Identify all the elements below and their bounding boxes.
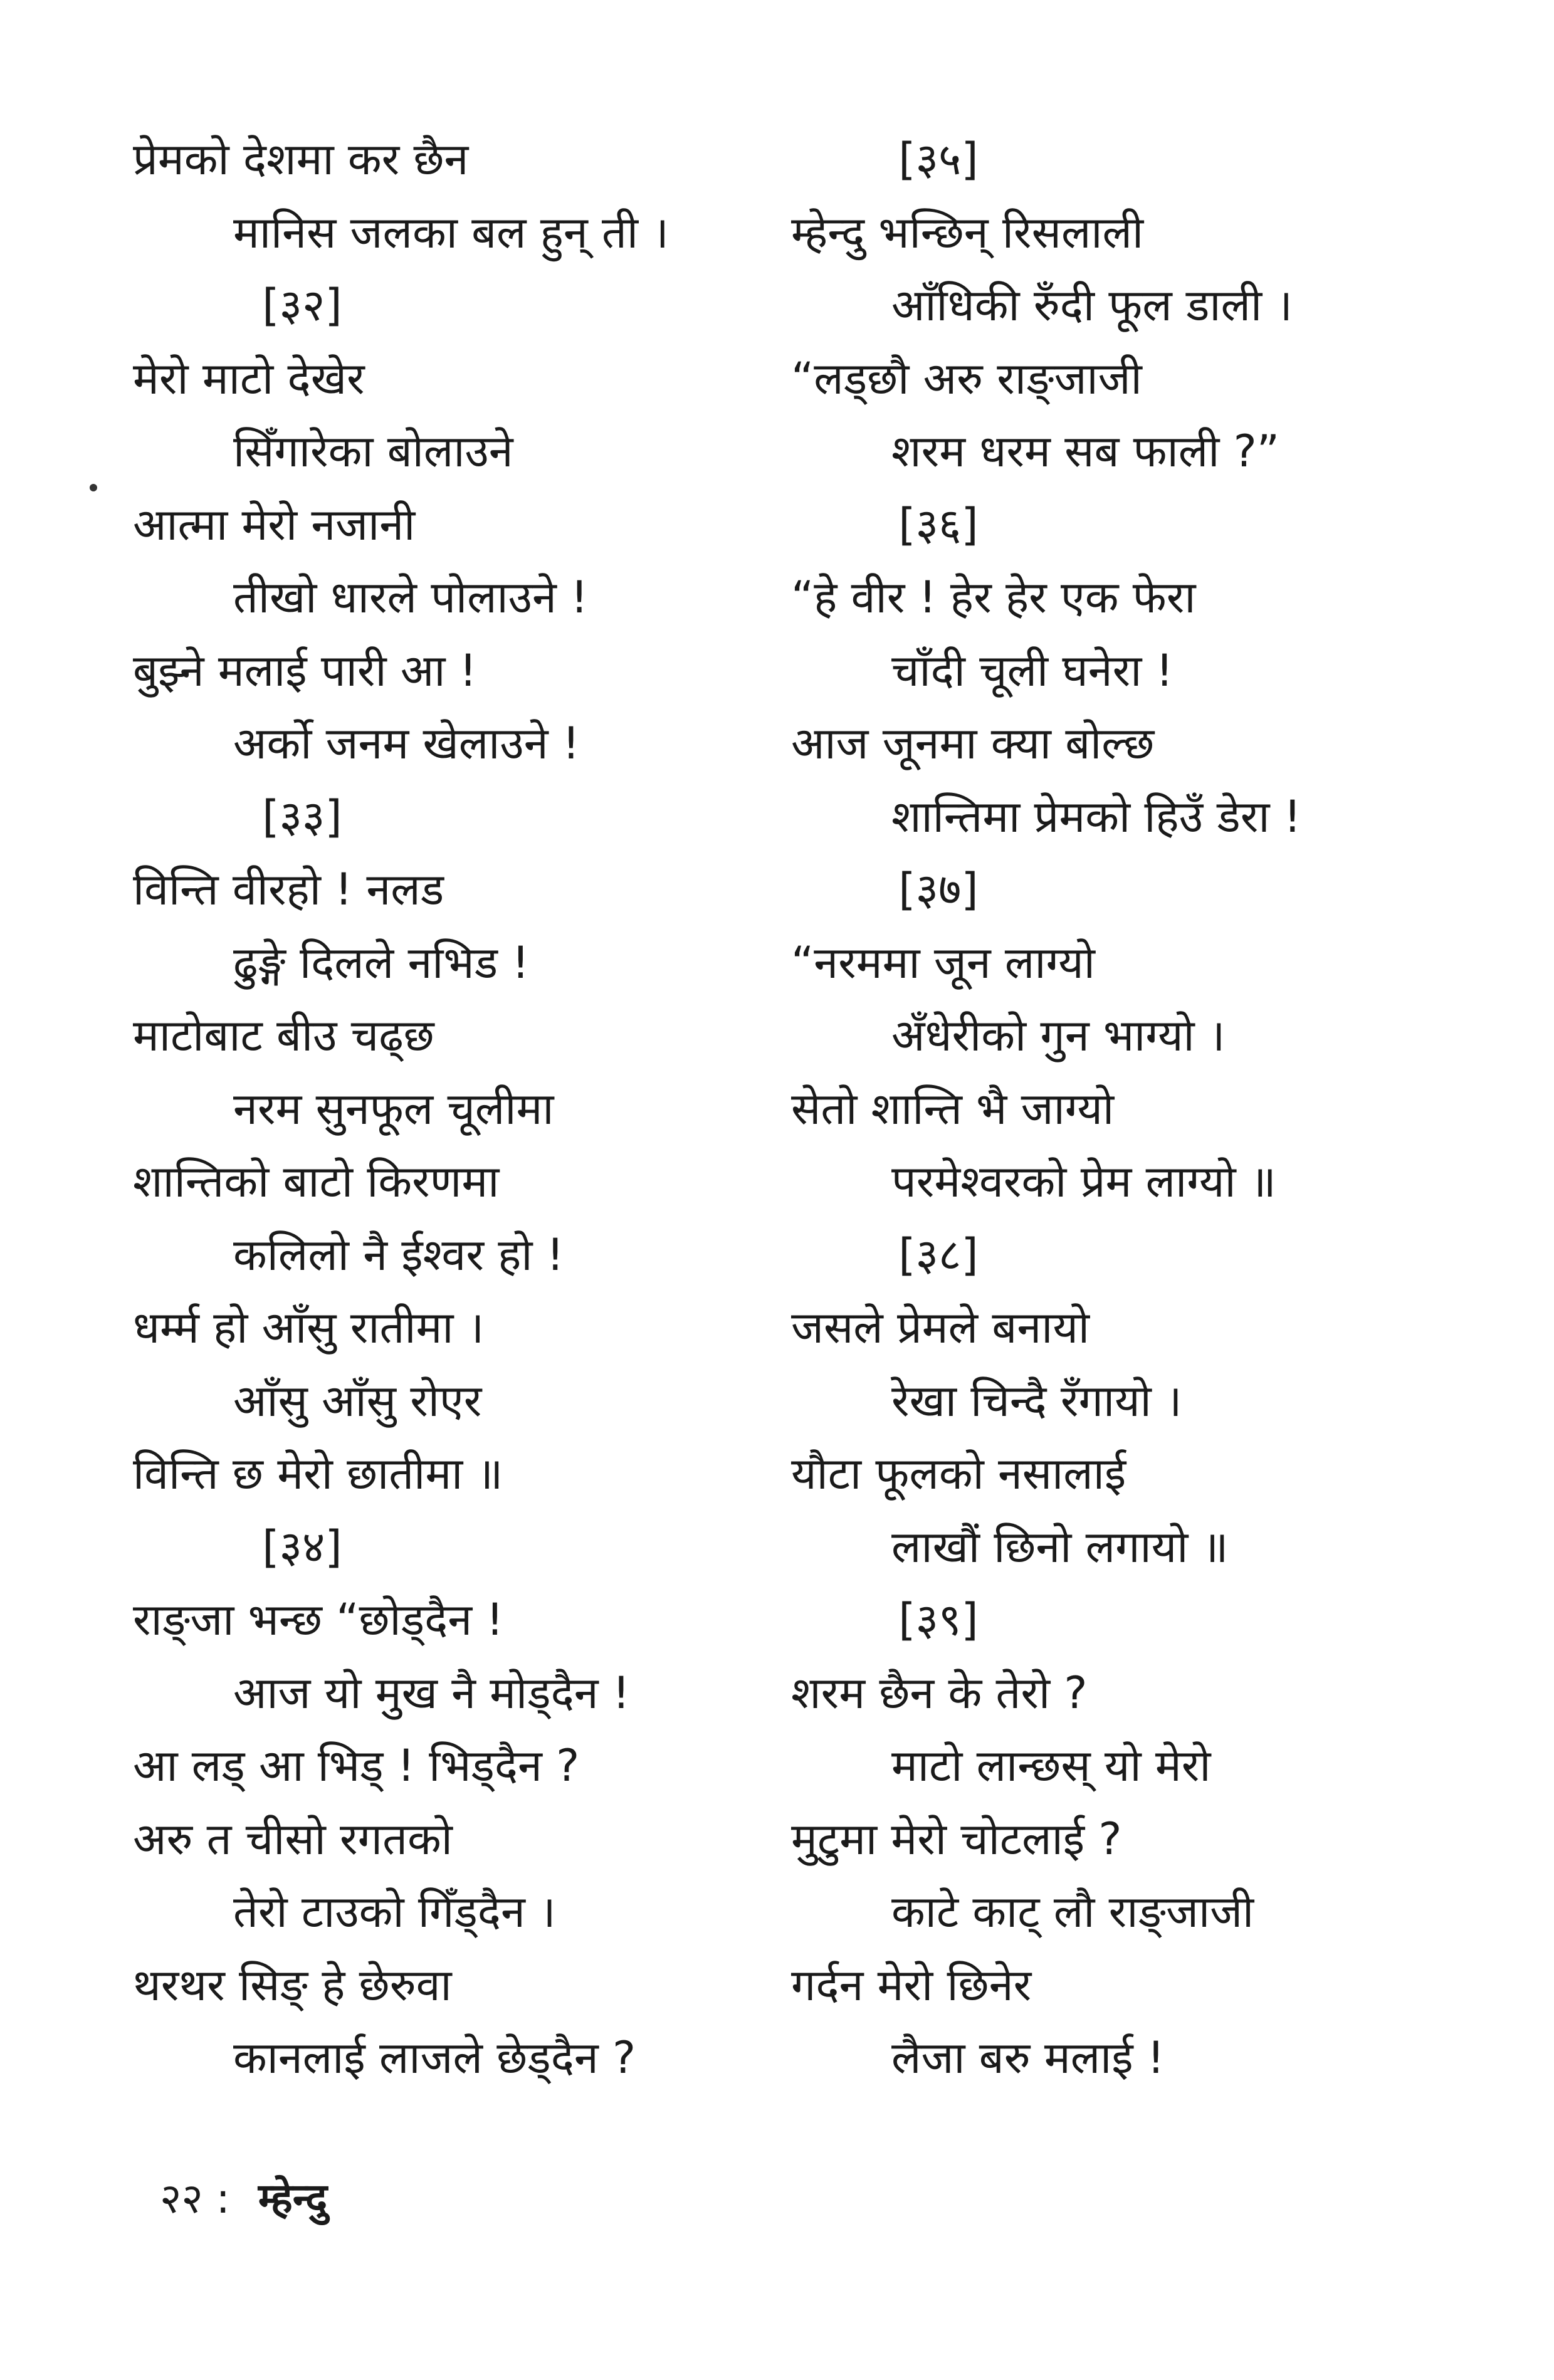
verse-line: “लड्छौ अरु राङ्जाजी (791, 352, 1142, 404)
verse-line: म्हेन्दु भन्छिन् रिसलाली (791, 206, 1144, 258)
stanza-number: [३७] (898, 864, 979, 915)
verse-line: लाखौं छिनो लगायो ॥ (891, 1521, 1229, 1573)
verse-line: प्रेमको देशमा कर छैन (133, 134, 469, 185)
verse-line: शरम धरम सब फाली ?” (891, 426, 1280, 477)
stanza-number: [३३] (262, 790, 342, 842)
verse-line: मुटुमा मेरो चोटलाई ? (791, 1813, 1122, 1865)
verse-line: अर्को जनम खेलाउने ! (233, 718, 580, 769)
verse-line: ढुङ्गे दिलले नभिड ! (233, 936, 530, 988)
page-number: २२ : (160, 2174, 230, 2223)
verse-line: धर्म्म हो आँसु रातीमा । (133, 1302, 485, 1353)
verse-line: रेखा चिन्दै रँगायो । (891, 1375, 1182, 1427)
scan-speck (90, 484, 97, 491)
verse-line: सेतो शान्ति भै जाग्यो (791, 1083, 1115, 1135)
right-column (791, 123, 1418, 2095)
verse-line: विन्ति छ मेरो छातीमा ॥ (133, 1448, 503, 1499)
verse-line: आज जूनमा क्या बोल्छ (791, 718, 1155, 769)
verse-line: कानलाई लाजले छेड्दैन ? (233, 2032, 636, 2084)
verse-line: काटे काट् लौ राङ्जाजी (891, 1886, 1254, 1937)
verse-line: गर्दन मेरो छिनेर (791, 1959, 1032, 2011)
verse-line: मेरो माटो देखेर (133, 352, 365, 404)
verse-line: अरु त चीसो रगतको (133, 1813, 453, 1865)
verse-line: आ लड् आ भिड् ! भिड्दैन ? (133, 1740, 580, 1791)
verse-line: चाँदी चूली घनेरा ! (891, 644, 1173, 696)
verse-line: शरम छैन के तेरो ? (791, 1667, 1088, 1719)
left-column (133, 123, 760, 2095)
verse-line: राङ्जा भन्छ “छोड्दैन ! (133, 1594, 504, 1645)
verse-line: तेरो टाउको गिँड्दैन । (233, 1886, 556, 1937)
verse-line: अँधेरीको गुन भाग्यो । (891, 1010, 1226, 1061)
stanza-number: [३८] (898, 1229, 979, 1281)
book-title: म्हेन्दु (258, 2174, 328, 2223)
verse-line: “हे वीर ! हेर हेर एक फेरा (791, 572, 1196, 623)
verse-line: शान्तिमा प्रेमको हिउँ डेरा ! (891, 790, 1301, 842)
verse-line: थरथर सिङ् हे छेरुवा (133, 1959, 452, 2011)
page-footer (160, 2168, 327, 2230)
verse-line: मानिस जलका बल हुन् ती । (233, 206, 669, 258)
verse-line: आँधिकी रुँदी फूल डाली । (891, 280, 1293, 331)
verse-line: शान्तिको बाटो किरणमा (133, 1156, 500, 1207)
verse-line: नरम सुनफूल चूलीमा (233, 1083, 554, 1135)
stanza-number: [३९] (898, 1594, 979, 1645)
verse-line: आत्मा मेरो नजानी (133, 498, 416, 550)
stanza-number: [३२] (262, 280, 342, 331)
stanza-number: [३४] (262, 1521, 342, 1573)
verse-line: आँसु आँसु रोएर (233, 1375, 482, 1427)
verse-line: माटो लान्छस् यो मेरो (891, 1740, 1211, 1791)
verse-line: जसले प्रेमले बनायो (791, 1302, 1090, 1353)
verse-line: माटोबाट बीउ चढ्छ (133, 1010, 434, 1061)
verse-line: सिँगारेका बोलाउने (233, 426, 513, 477)
verse-line: यौटा फूलको नसालाई (791, 1448, 1126, 1499)
stanza-number: [३६] (898, 498, 979, 550)
verse-line: बुझ्ने मलाई पारी आ ! (133, 644, 477, 696)
verse-line: “नरममा जून लाग्यो (791, 936, 1095, 988)
stanza-number: [३५] (898, 134, 979, 185)
verse-line: तीखो धारले पोलाउने ! (233, 572, 589, 623)
verse-line: आज यो मुख नै मोड्दैन ! (233, 1667, 630, 1719)
verse-line: कलिलो नै ईश्वर हो ! (233, 1229, 564, 1281)
verse-line: परमेश्वरको प्रेम लाग्यो ॥ (891, 1156, 1276, 1207)
verse-line: विन्ति वीरहो ! नलड (133, 864, 444, 915)
verse-line: लैजा बरु मलाई ! (891, 2032, 1165, 2084)
